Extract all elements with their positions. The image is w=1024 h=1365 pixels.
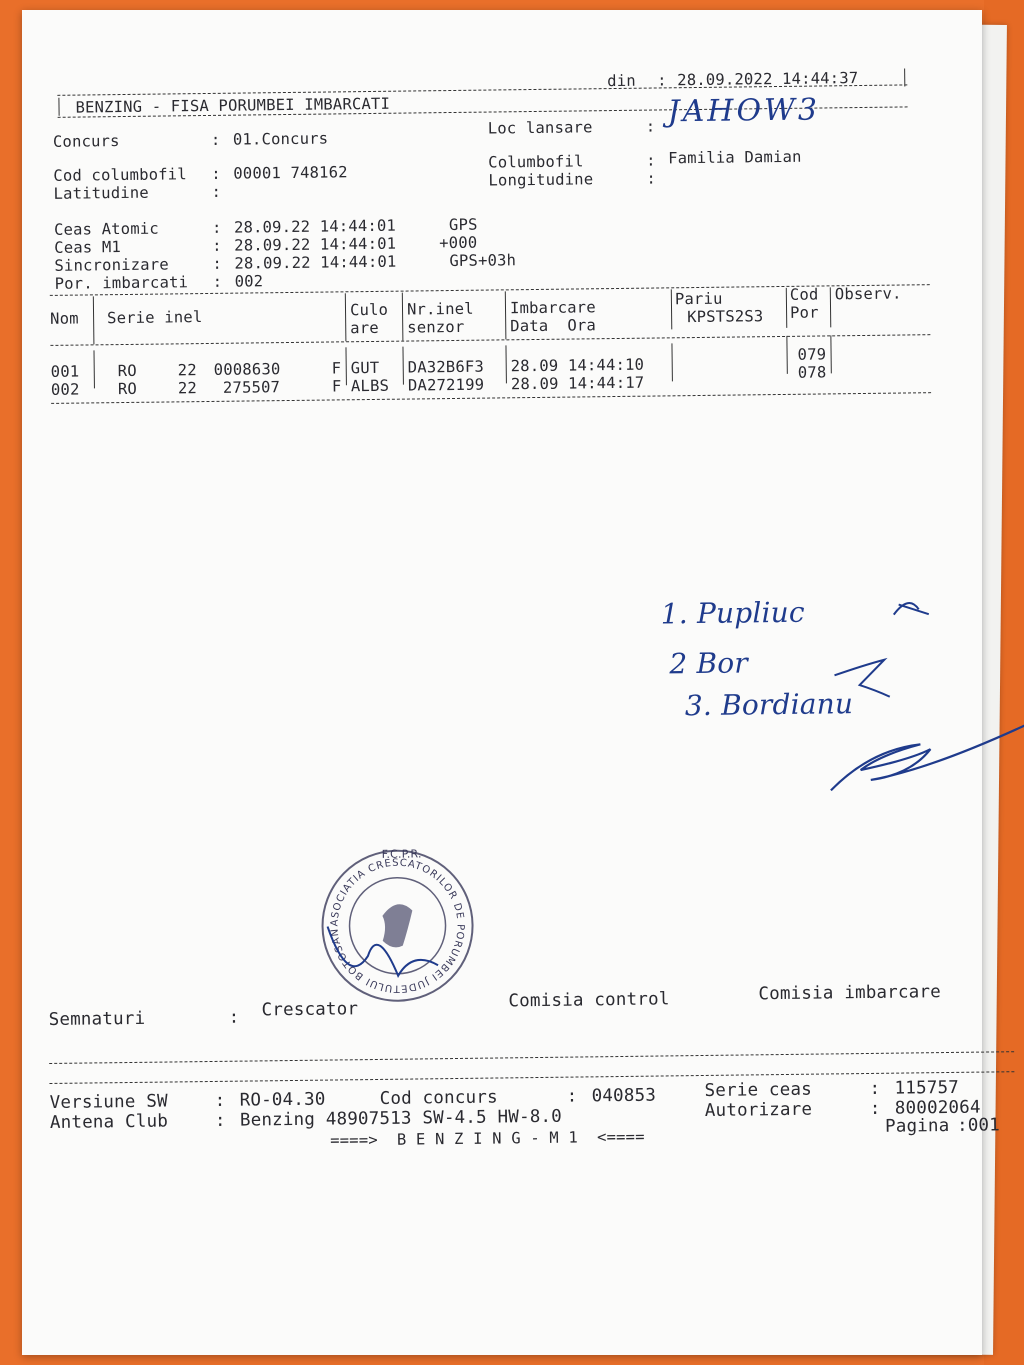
stamp-seal (304, 828, 488, 1017)
handwritten-scribbles (608, 574, 910, 728)
col-sep (93, 296, 95, 344)
cell-culoare: GUT (350, 358, 380, 378)
col-sep (671, 289, 672, 329)
cell-nom: 002 (50, 380, 80, 399)
cell-imbarcare: 28.09 14:44:10 (510, 355, 645, 376)
handwritten-line-2: 2 Bor (669, 646, 749, 681)
col-header-culoare-1: Culo (349, 300, 389, 320)
concurs-value: 01.Concurs (232, 129, 329, 149)
col-sep (402, 293, 404, 341)
header-border-left (58, 98, 59, 116)
serie-ceas-value: 115757 (894, 1077, 960, 1099)
benzing-banner: ====> B E N Z I N G - M 1 <==== (330, 1127, 645, 1150)
col-header-pariu-1: Pariu (674, 289, 723, 309)
col-header-cod-2: Por (789, 303, 819, 322)
cod-concurs-value: 040853 (591, 1085, 657, 1107)
versiune-sw-label: Versiune SW (49, 1091, 168, 1113)
ceas-m1-value: 28.09.22 14:44:01 (234, 234, 397, 255)
date-label: din (607, 71, 636, 91)
print-date: 28.09.2022 14:44:37 (677, 69, 859, 90)
col-sep (505, 345, 506, 383)
stamp-top-text: F.C.P.R. (381, 847, 422, 861)
ceas-m1-label: Ceas M1 (54, 238, 122, 257)
col-header-cod-1: Cod (789, 285, 819, 304)
cell-nom: 001 (50, 362, 80, 381)
cell-sex: F (331, 377, 342, 396)
sincronizare-suffix: GPS+03h (449, 251, 517, 271)
col-sep (93, 350, 94, 388)
loc-lansare-handwritten: JAHOW3 (667, 92, 821, 130)
col-sep (671, 343, 672, 381)
latitudine-label: Latitudine (53, 183, 150, 203)
col-sep (345, 293, 347, 341)
handwritten-line-3: 3. Bordianu (684, 687, 854, 723)
signature-scribble (810, 713, 1024, 806)
porumbei-imbarcati-value: 002 (234, 272, 264, 291)
col-sep (830, 335, 831, 373)
cell-cod-por: 079 (797, 345, 827, 364)
cell-numar: 0008630 (213, 360, 281, 379)
footer-rule-top (49, 1051, 1014, 1064)
col-header-pariu-2: KPSTS2S3 (687, 307, 764, 327)
sincronizare-label: Sincronizare (54, 255, 169, 275)
cell-senzor: DA272199 (407, 375, 485, 395)
header-border-right (904, 68, 905, 86)
form-title: BENZING - FISA PORUMBEI IMBARCATI (75, 94, 391, 117)
ceas-atomic-label: Ceas Atomic (53, 219, 159, 239)
col-sep (345, 347, 346, 385)
cell-culoare: ALBS (350, 376, 390, 396)
pagina-label: Pagina (884, 1115, 950, 1137)
porumbei-imbarcati-label: Por. imbarcati (54, 273, 189, 293)
cell-tara: RO (117, 361, 137, 381)
comisia-imbarcare-label: Comisia imbarcare (758, 982, 942, 1005)
columbofil-label: Columbofil (488, 152, 584, 172)
longitudine-label: Longitudine (488, 170, 594, 190)
col-header-senzor-2: senzor (407, 317, 465, 337)
antena-club-value: Benzing 48907513 SW-4.5 HW-8.0 (239, 1106, 563, 1131)
col-header-culoare-2: are (350, 318, 379, 338)
col-header-senzor-1: Nr.inel (406, 299, 474, 319)
autorizare-value: 80002064 (894, 1097, 981, 1119)
col-header-imbarcare-1: Imbarcare (509, 298, 596, 318)
crescator-label: Crescator (261, 999, 359, 1021)
cod-columbofil-value: 00001 748162 (233, 163, 348, 183)
ceas-m1-suffix: +000 (439, 233, 478, 253)
cell-numar: 275507 (222, 378, 281, 397)
col-header-nom: Nom (49, 309, 79, 328)
col-sep (786, 288, 787, 328)
ceas-atomic-suffix: GPS (448, 215, 478, 235)
col-sep (505, 291, 507, 339)
comisia-control-label: Comisia control (508, 989, 670, 1012)
col-header-observ: Observ. (834, 284, 902, 304)
serie-ceas-label: Serie ceas (704, 1079, 813, 1101)
antena-club-label: Antena Club (49, 1111, 169, 1133)
table-header-rule (50, 334, 930, 346)
col-header-imbarcare-2: Data Ora (510, 316, 597, 336)
cod-concurs-label: Cod concurs (379, 1087, 498, 1109)
versiune-sw-value: RO-04.30 (239, 1089, 326, 1111)
cell-tara: RO (117, 379, 138, 399)
cod-columbofil-label: Cod columbofil (53, 165, 187, 185)
cell-imbarcare: 28.09 14:44:17 (510, 373, 645, 394)
cell-an: 22 (177, 361, 197, 380)
pigeon-icon (382, 904, 413, 947)
col-sep (786, 336, 787, 374)
col-header-serie: Serie inel (106, 308, 203, 328)
concurs-label: Concurs (52, 132, 120, 151)
sincronizare-value: 28.09.22 14:44:01 (234, 252, 397, 273)
col-sep (830, 287, 831, 327)
col-sep (402, 347, 403, 385)
document-sheet (22, 10, 1001, 1355)
columbofil-value: Familia Damian (668, 147, 802, 168)
cell-sex: F (331, 359, 342, 378)
pagina-value: :001 (956, 1115, 1001, 1136)
stamp-ring-text: ASOCIATIA CRESCATORILOR DE PORUMBEI JUDETULUI BOTOSANI (304, 828, 466, 994)
cell-senzor: DA32B6F3 (407, 357, 485, 377)
loc-lansare-label: Loc lansare (487, 118, 593, 138)
semnaturi-label: Semnaturi (48, 1008, 146, 1030)
autorizare-label: Autorizare (704, 1099, 813, 1121)
ceas-atomic-value: 28.09.22 14:44:01 (233, 216, 397, 237)
cell-cod-por: 078 (797, 363, 827, 382)
cell-an: 22 (177, 379, 198, 398)
handwritten-line-1: 1. Pupliuc (660, 595, 805, 631)
printed-form: BENZING - FISA PORUMBEI IMBARCATI din : 28.09.2022 14:44:37 Concurs : 01.Concurs Loc lansare : JAHOW3 Cod columbofil : 00001 748162 Columbofil : Familia Damian Latitudine : Longitudine : Ceas Atomic : 28.09.22 14:44:01 GPS Ceas M1 : 28.09.22 14:44:01 +000 Sincronizare : 28.09.22 14:44:01 GPS+03h Por. imbarcati : 002 Nom Serie inel Culo are Nr.inel senzor Imbarcare Data Ora Pariu KPSTS2S3 Cod Por Observ. 001 RO 22 0008630 F GUT DA32B6F3 28.09 14:44:10 079 002 RO 22 275507 F ALBS DA272199 28.09 14:44:17 078 1. Pupliuc 2 Bor 3. Bordianu ASOCIATIA CRESCATORILOR DE PORUMBEI JUDETULUI BOTOSANI F.C.P.R. Semnaturi : Crescator Comisia control Comisia imbarcare Versiune SW : RO-04.30 Cod concurs : 040853 Serie ceas : 115757 Antena Club : Benzing 48907513 SW-4.5 HW-8.0 Autorizare : 80002064 ====> B E N Z I N G - M 1 <==== Pagina :001 (42, 54, 975, 1165)
